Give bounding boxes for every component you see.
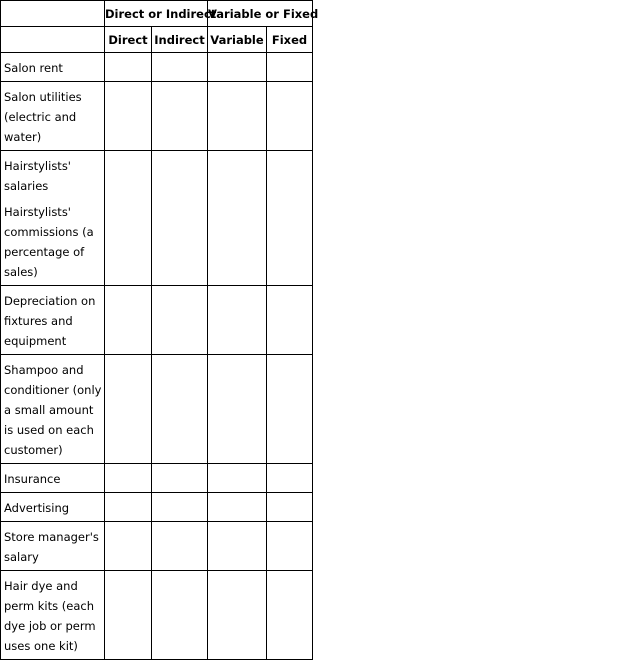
cell-direct[interactable]	[105, 571, 152, 660]
cell-indirect[interactable]	[152, 286, 208, 355]
cell-indirect[interactable]	[152, 355, 208, 464]
row-label: Hair dye and perm kits (each dye job or perm uses one kit)	[1, 571, 105, 660]
cell-indirect[interactable]	[152, 151, 208, 286]
cell-fixed[interactable]	[267, 464, 313, 493]
cell-fixed[interactable]	[267, 53, 313, 82]
header-direct-or-indirect: Direct or Indirect	[105, 1, 208, 27]
cell-direct[interactable]	[105, 53, 152, 82]
cell-variable[interactable]	[208, 493, 267, 522]
cell-fixed[interactable]	[267, 286, 313, 355]
table-row	[1, 522, 313, 571]
corner-cell-2	[1, 27, 105, 53]
cell-direct[interactable]	[105, 286, 152, 355]
cell-variable[interactable]	[208, 53, 267, 82]
table-row	[1, 151, 313, 286]
cell-variable[interactable]	[208, 522, 267, 571]
header-fixed: Fixed	[267, 27, 313, 53]
cell-fixed[interactable]	[267, 493, 313, 522]
cell-indirect[interactable]	[152, 464, 208, 493]
group-header-row	[1, 1, 313, 27]
cell-direct[interactable]	[105, 493, 152, 522]
table-row	[1, 464, 313, 493]
corner-cell	[1, 1, 105, 27]
row-label: Store manager's salary	[1, 522, 105, 571]
cell-direct[interactable]	[105, 522, 152, 571]
row-label: Hairstylists' salaries Hairstylists' commissions (a percentage of sales)	[1, 151, 105, 286]
cell-fixed[interactable]	[267, 355, 313, 464]
table-row	[1, 493, 313, 522]
table-row	[1, 82, 313, 151]
row-label: Depreciation on fixtures and equipment	[1, 286, 105, 355]
table-row	[1, 53, 313, 82]
cell-indirect[interactable]	[152, 82, 208, 151]
cell-direct[interactable]	[105, 82, 152, 151]
cell-indirect[interactable]	[152, 522, 208, 571]
cell-direct[interactable]	[105, 464, 152, 493]
row-label: Advertising	[1, 493, 105, 522]
row-label: Shampoo and conditioner (only a small amount is used on each customer)	[1, 355, 105, 464]
cell-indirect[interactable]	[152, 53, 208, 82]
header-direct: Direct	[105, 27, 152, 53]
cell-indirect[interactable]	[152, 571, 208, 660]
cell-fixed[interactable]	[267, 151, 313, 286]
table-row	[1, 355, 313, 464]
cell-fixed[interactable]	[267, 522, 313, 571]
cell-direct[interactable]	[105, 355, 152, 464]
cell-variable[interactable]	[208, 464, 267, 493]
cell-variable[interactable]	[208, 571, 267, 660]
cell-variable[interactable]	[208, 355, 267, 464]
cell-direct[interactable]	[105, 151, 152, 286]
cell-fixed[interactable]	[267, 82, 313, 151]
cell-variable[interactable]	[208, 151, 267, 286]
cell-variable[interactable]	[208, 82, 267, 151]
row-label: Salon rent	[1, 53, 105, 82]
table-row	[1, 286, 313, 355]
row-label: Insurance	[1, 464, 105, 493]
table-row	[1, 571, 313, 660]
header-indirect: Indirect	[152, 27, 208, 53]
sub-header-row	[1, 27, 313, 53]
cell-indirect[interactable]	[152, 493, 208, 522]
row-label: Salon utilities (electric and water)	[1, 82, 105, 151]
header-variable: Variable	[208, 27, 267, 53]
cell-fixed[interactable]	[267, 571, 313, 660]
header-variable-or-fixed: Variable or Fixed	[208, 1, 313, 27]
cell-variable[interactable]	[208, 286, 267, 355]
